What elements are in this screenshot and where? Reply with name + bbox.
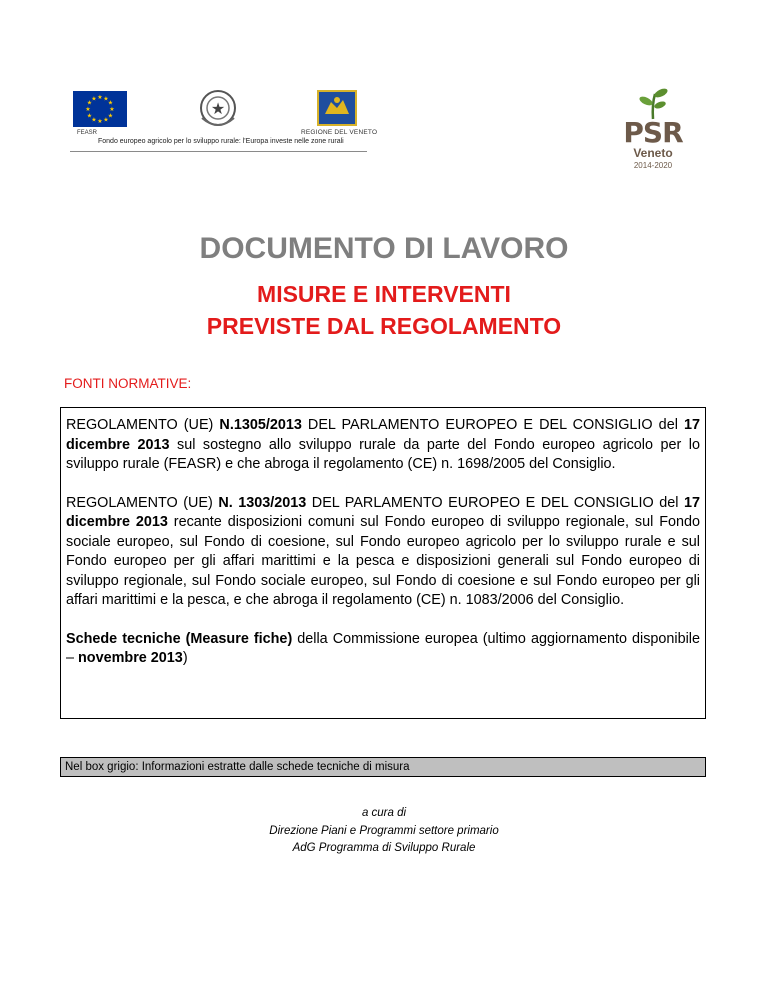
credits-line: Direzione Piani e Programmi settore primario: [269, 824, 499, 837]
logo-bar-rule: [70, 151, 367, 152]
svg-text:★: ★: [86, 99, 93, 107]
document-subtitle-1: MISURE E INTERVENTI: [257, 281, 511, 307]
svg-text:★: ★: [91, 116, 97, 124]
svg-text:★: ★: [107, 99, 114, 107]
source-paragraph: REGOLAMENTO (UE) N.1305/2013 DEL PARLAMENTO EUROPEO E DEL CONSIGLIO del 17 dicembre 2013 sul sostegno allo sviluppo rurale da parte del Fondo europeo agricolo per lo sviluppo rurale (FEASR) e che abroga il regolamento (CE) n. 1698/2005 del Consiglio.: [66, 417, 700, 472]
credits-line: a cura di: [361, 807, 407, 819]
eu-flag-icon: [73, 91, 127, 127]
svg-text:★: ★: [107, 112, 114, 120]
svg-text:★: ★: [103, 116, 109, 124]
psr-logo-region: Veneto: [633, 146, 673, 160]
credits-line: AdG Programma di Sviluppo Rurale: [292, 842, 476, 854]
source-paragraph: REGOLAMENTO (UE) N. 1303/2013 DEL PARLAMENTO EUROPEO E DEL CONSIGLIO del 17 dicembre 2013 recante disposizioni comuni sul Fondo europeo di sviluppo regionale, sul Fondo sociale europeo, sul Fondo di coesione, sul Fondo europeo agricolo per lo sviluppo rurale e sul Fondo europeo per gli affari marittimi e la pesca e disposizioni generali sul Fondo europeo di sviluppo regionale, sul Fondo sociale europeo, sul Fondo di coesione e sul Fondo europeo per gli affari marittimi e la pesca, e che abroga il regolamento (CE) n. 1083/2006 del Consiglio.: [66, 494, 700, 608]
source-paragraph: Schede tecniche (Measure fiche) della Commissione europea (ultimo aggiornamento disponibile – novembre 2013): [66, 630, 700, 666]
fonti-normative-label: FONTI NORMATIVE:: [64, 376, 192, 391]
italian-republic-emblem-icon: [198, 88, 238, 132]
svg-text:★: ★: [86, 112, 93, 120]
svg-text:★: ★: [109, 106, 115, 113]
regione-veneto-logo-icon: [317, 90, 357, 126]
svg-text:★: ★: [97, 118, 103, 125]
feasr-label: FEASR: [77, 130, 98, 136]
document-title: DOCUMENTO DI LAVORO: [199, 232, 569, 265]
credits: [0, 805, 768, 858]
svg-text:★: ★: [85, 106, 91, 113]
svg-text:★: ★: [103, 95, 109, 103]
psr-sprout-icon: [622, 86, 684, 120]
psr-logo-years: 2014-2020: [633, 161, 673, 170]
sources-box: [60, 407, 706, 719]
logo-bar: [70, 88, 378, 154]
svg-text:★: ★: [210, 99, 226, 118]
grey-note-box: Nel box grigio: Informazioni estratte dalle schede tecniche di misura: [60, 757, 706, 777]
regione-veneto-label: REGIONE DEL VENETO: [301, 129, 378, 136]
svg-text:★: ★: [97, 94, 103, 101]
fondo-caption: Fondo europeo agricolo per lo sviluppo rurale: l'Europa investe nelle zone rurali: [98, 138, 344, 145]
psr-logo-text: PSR: [623, 116, 683, 149]
document-subtitle-2: PREVISTE DAL REGOLAMENTO: [206, 313, 562, 339]
psr-logo: [622, 86, 684, 174]
svg-text:★: ★: [91, 95, 97, 103]
